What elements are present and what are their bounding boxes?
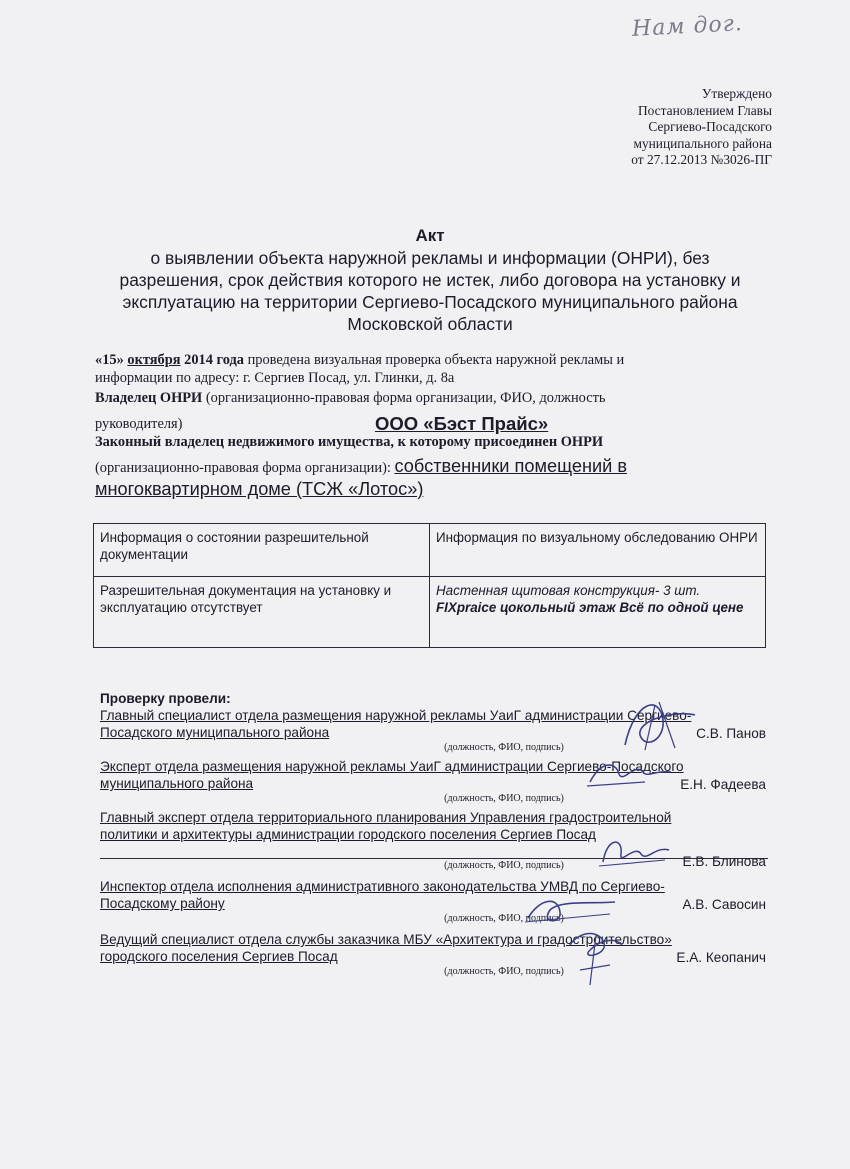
approval-stamp-text xyxy=(631,86,772,169)
table-header-cell: Информация по визуальному обследованию ОНРИ xyxy=(430,524,766,577)
signature-caption: (должность, ФИО, подпись) xyxy=(444,913,564,924)
title-line: эксплуатацию на территории Сергиево-Посадского муниципального района xyxy=(122,292,738,312)
signature-mark xyxy=(615,690,705,760)
signature-caption: (должность, ФИО, подпись) xyxy=(444,860,564,871)
document-title xyxy=(100,225,760,335)
signature-mark xyxy=(585,752,675,792)
inspector-entry xyxy=(100,931,768,978)
table-cell: Разрешительная документация на установку и эксплуатацию отсутствует xyxy=(94,577,430,648)
approval-line: муниципального района xyxy=(633,135,772,151)
table-cell-text: Настенная щитовая конструкция- 3 шт. xyxy=(436,583,701,598)
handwritten-note: Нам дог. xyxy=(631,11,744,42)
title-line: разрешения, срок действия которого не истек, либо договора на установку и xyxy=(119,270,741,290)
inspection-address: информации по адресу: г. Сергиев Посад, ул. Глинки, д. 8а xyxy=(95,370,455,386)
owner-company: ООО «Бэст Прайс» xyxy=(375,413,549,434)
inspector-entry xyxy=(100,878,768,925)
approval-line: Сергиево-Посадского xyxy=(648,119,772,134)
inspection-text: проведена визуальная проверка объекта наружной рекламы и xyxy=(247,352,625,368)
owner-label: Владелец ОНРИ xyxy=(95,390,203,406)
title-line: о выявлении объекта наружной рекламы и информации (ОНРИ), без xyxy=(150,248,710,268)
signature-caption: (должность, ФИО, подпись) xyxy=(444,793,564,804)
inspection-day: «15» xyxy=(95,352,124,368)
signature-caption: (должность, ФИО, подпись) xyxy=(444,742,564,753)
approval-line: Постановлением Главы xyxy=(637,102,772,118)
signature-mark xyxy=(595,832,675,872)
signature-caption: (должность, ФИО, подпись) xyxy=(444,966,564,977)
table-cell-text: FIXpraice цокольный этаж Всё по одной цене xyxy=(436,599,744,615)
inspector-position: Эксперт отдела размещения наружной рекламы УаиГ администрации Сергиево-Посадского xyxy=(100,759,684,774)
approval-line: Утверждено xyxy=(701,86,772,101)
signature-mark xyxy=(520,890,620,930)
approval-line: от 27.12.2013 №3026-ПГ xyxy=(631,152,772,167)
inspector-position: Посадскому району xyxy=(100,896,225,911)
property-owner-label: Законный владелец недвижимого имущества, к которому присоединен ОНРИ xyxy=(95,434,604,450)
inspector-position: Посадского муниципального района xyxy=(100,725,330,740)
inspectors-heading: Проверку провели: xyxy=(100,691,231,706)
title-line: Московской области xyxy=(347,314,513,334)
property-owner-value: многоквартирном доме (ТСЖ «Лотос») xyxy=(95,479,424,499)
inspector-position: Главный эксперт отдела территориального планирования Управления градостроительной xyxy=(100,810,672,825)
inspector-position: Главный специалист отдела размещения наружной рекламы УаиГ администрации Сергиево- xyxy=(100,708,692,723)
inspector-name: Е.В. Блинова xyxy=(682,854,766,869)
owner-hint: (организационно-правовая форма организации, ФИО, должность xyxy=(205,390,606,406)
info-table xyxy=(93,523,766,648)
table-row xyxy=(94,524,766,577)
table-row xyxy=(94,577,766,648)
inspector-name: С.В. Панов xyxy=(696,726,766,741)
inspector-position: Ведущий специалист отдела службы заказчика МБУ «Архитектура и градостроительство» xyxy=(100,932,672,947)
title-heading: Акт xyxy=(415,226,445,245)
owner-hint-cont: руководителя) xyxy=(95,416,183,432)
table-header-cell: Информация о состоянии разрешительной документации xyxy=(94,524,430,577)
inspector-position: политики и архитектуры администрации городского поселения Сергиев Посад xyxy=(100,827,596,842)
table-cell xyxy=(430,577,766,648)
inspector-name: А.В. Савосин xyxy=(682,897,766,912)
property-owner-value: собственники помещений в xyxy=(394,456,628,476)
property-owner-hint: (организационно-правовая форма организации): xyxy=(95,460,391,476)
inspection-year: 2014 года xyxy=(184,352,244,368)
inspector-name: Е.Н. Фадеева xyxy=(680,777,766,792)
inspector-name: Е.А. Кеопанич xyxy=(676,950,766,965)
inspector-position: Инспектор отдела исполнения административного законодательства УМВД по Сергиево- xyxy=(100,879,665,894)
inspector-position: городского поселения Сергиев Посад xyxy=(100,949,338,964)
signature-mark xyxy=(560,925,630,990)
inspection-month: октября xyxy=(127,352,181,368)
inspector-position: муниципального района xyxy=(100,776,254,791)
